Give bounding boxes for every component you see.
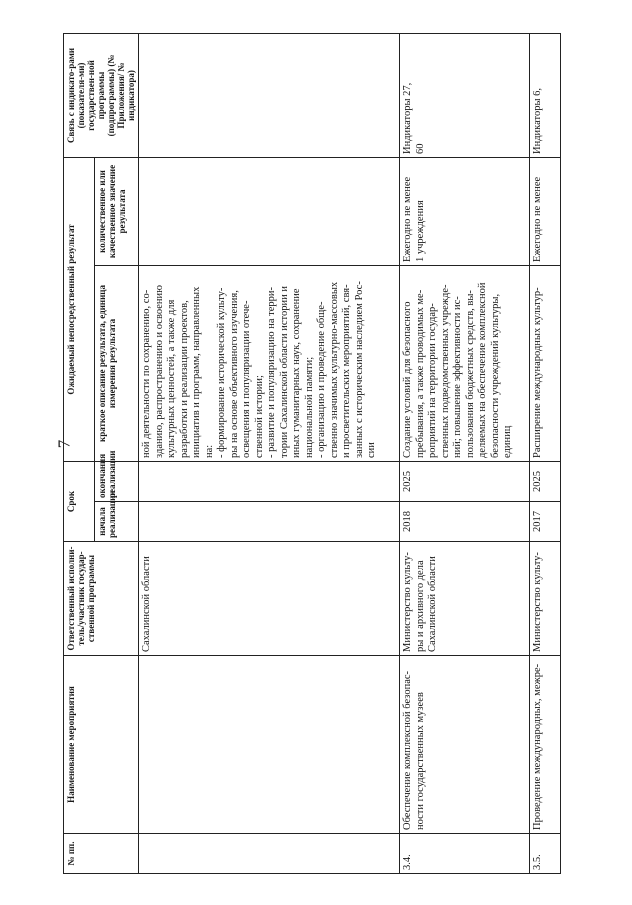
- cell-num: 3.5.: [529, 834, 560, 874]
- cell-name: [139, 656, 400, 834]
- cell-num: [139, 834, 400, 874]
- cell-name: Обеспечение комплексной безопас- ности государственных музеев: [400, 656, 530, 834]
- cell-end: 2025: [400, 461, 530, 501]
- header-start: начала реализации: [94, 502, 138, 542]
- header-term: Срок: [64, 461, 95, 541]
- cell-start: 2018: [400, 502, 530, 542]
- header-result: Ожидаемый непосредственный результат: [64, 157, 95, 461]
- rotated-table-container: [63, 34, 554, 874]
- cell-end: [139, 461, 400, 501]
- page-number: 7: [54, 439, 74, 449]
- header-result-desc: краткое описание результата, единица измерения результата: [94, 265, 138, 461]
- header-num: № пп.: [64, 834, 139, 874]
- table-row: [139, 33, 400, 873]
- cell-desc: ной деятельности по сохранению, со- зданию, распространению и освоению культурных ценностей, а также для разработки и реализации проектов, инициатив и программ, направленных на: - формирование исторической культу- ры на основе объективного изучения, освещения и популяризации отече- ственной истории; - развитие и популяризацию на терри- тории Сахалинской области истории и иных гуманитарных наук, сохранение национальной памяти; - организацию и проведение обще- ственно значимых культурно-массовых и просветительских мероприятий, свя- занных с историческим наследием Рос- сии: [139, 265, 400, 461]
- cell-num: 3.4.: [400, 834, 530, 874]
- cell-link: Индикаторы 27, 60: [400, 33, 530, 157]
- cell-link: [139, 33, 400, 157]
- cell-qty: [139, 157, 400, 265]
- activities-table: [63, 33, 561, 874]
- cell-responsible: Министерство культу- ры и архивного дела Сахалинской области: [400, 542, 530, 656]
- cell-responsible: Сахалинской области: [139, 542, 400, 656]
- header-responsible: Ответственный исполни-тель/участник государ-ственной программы: [64, 542, 139, 656]
- header-link: Связь с индикато-рами (показателя-ми) государствен-ной программы (подпрограммы) (№ Приложения/ № индикатора): [64, 33, 139, 157]
- header-result-qty: количественное или качественное значение результата: [94, 157, 138, 265]
- cell-responsible: Министерство культу-: [529, 542, 560, 656]
- cell-name: Проведение международных, межре-: [529, 656, 560, 834]
- cell-end: 2025: [529, 461, 560, 501]
- cell-link: Индикаторы 6,: [529, 33, 560, 157]
- cell-qty: Ежегодно не менее 1 учреждения: [400, 157, 530, 265]
- cell-start: [139, 502, 400, 542]
- header-name: Наименование мероприятия: [64, 656, 139, 834]
- header-end: окончания реализации: [94, 461, 138, 501]
- cell-desc: Создание условий для безопасного пребывания, а также проводимых ме- роприятий на территории государ- ственных подведомственных учрежде- ний; повышение эффективности ис- пользования бюджетных средств, вы- деляемых на обеспечение комплексной безопасности учреждений культуры, единиц: [400, 265, 530, 461]
- table-row: [400, 33, 530, 873]
- cell-desc: Расширение международных культур-: [529, 265, 560, 461]
- table-row: [529, 33, 560, 873]
- cell-start: 2017: [529, 502, 560, 542]
- cell-qty: Ежегодно не менее: [529, 157, 560, 265]
